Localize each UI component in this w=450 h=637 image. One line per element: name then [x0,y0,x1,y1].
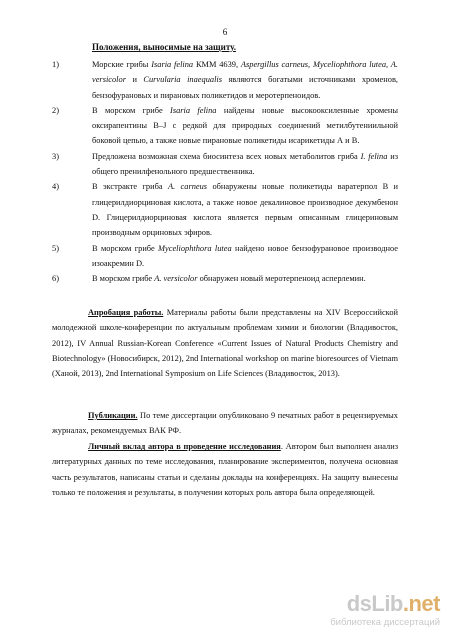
thesis-number: 2) [52,105,59,115]
watermark-logo [347,591,440,617]
theses-list [52,57,398,286]
watermark [300,591,440,631]
thesis-text: В экстракте гриба A. carneus обнаружены новые поликетиды варатерпол B и глицерилдиорциновая кислота, а также новое декалиновое производное декумбенон D. Глицерилдиорциновая кислота является первым описанным глицериновым производным орциновых эфиров. [92,182,399,238]
approbation-paragraph [52,305,398,381]
thesis-item [52,241,398,272]
approbation-lead: Апробация работы. [88,308,164,317]
thesis-item [52,179,398,240]
thesis-item [52,271,398,286]
thesis-number: 4) [52,182,59,192]
watermark-logo-main: dsLib [346,591,403,616]
thesis-text: Морские грибы Isaria felina КММ 4639, Aspergillus carneus, Myceliophthora lutea, A. versicolor и Curvularia inaequalis являются богатыми источниками хроменов, бензофурановых и пирановых поликетидов и меротерпеноидов. [92,60,398,100]
thesis-number: 6) [52,274,59,284]
watermark-subtitle: библиотека диссертаций [330,617,440,628]
thesis-text: Предложена возможная схема биосинтеза всех новых метаболитов гриба I. felina из общего пренилфенольного предшественника. [92,151,398,177]
publications-lead: Публикации. [88,411,138,420]
thesis-item [52,57,398,103]
section-heading: Положения, выносимые на защиту. [92,42,236,52]
thesis-text: В морском грибе Myceliophthora lutea найдено новое бензофурановое производное изоакремин D. [92,243,398,268]
contribution-paragraph [52,439,398,500]
thesis-number: 3) [52,151,59,161]
thesis-item [52,149,398,180]
thesis-item [52,103,398,149]
thesis-text: В морском грибе Isaria felina найдены новые высокооксиленные хромены оксирапентины B–J с редкой для природных соединений метилбутениильной боковой цепью, а также новые пирановые поликетиды исарикетиды А и В. [92,105,398,146]
publications-paragraph [52,408,398,439]
publications-text: По теме диссертации опубликовано 9 печатных работ в рецензируемых журналах, рекомендуемых ВАК РФ. [52,411,398,436]
page-number: 6 [222,27,228,37]
contribution-lead: Личный вклад автора в проведение исследования [88,442,281,451]
thesis-number: 5) [52,243,59,253]
thesis-text: В морском грибе A. versicolor обнаружен новый меротерпеноид асперлемин. [92,274,366,284]
thesis-number: 1) [52,60,59,69]
watermark-logo-accent: .net [402,591,440,616]
contribution-text: . Автором был выполнен анализ литературных данных по теме исследования, планирование экспериментов, получена основная часть результатов, написаны статьи и сделаны доклады на конференциях. На защиту вынесены только те положения и результаты, в получении которых роль автора была определяющей. [52,442,398,497]
approbation-text: Материалы работы были представлены на XIV Всероссийской молодежной школе-конференции по актуальным проблемам химии и биологии (Владивосток, 2012), IV Annual Russian-Korean Conference «Current Issues of Natural Products Chemistry and Biotechnology» (Новосибирск, 2012), 2nd International workshop on marine bioresources of Vietnam (Ханой, 2013), 2nd International Symposium on Life Sciences (Владивосток, 2013). [52,308,398,379]
